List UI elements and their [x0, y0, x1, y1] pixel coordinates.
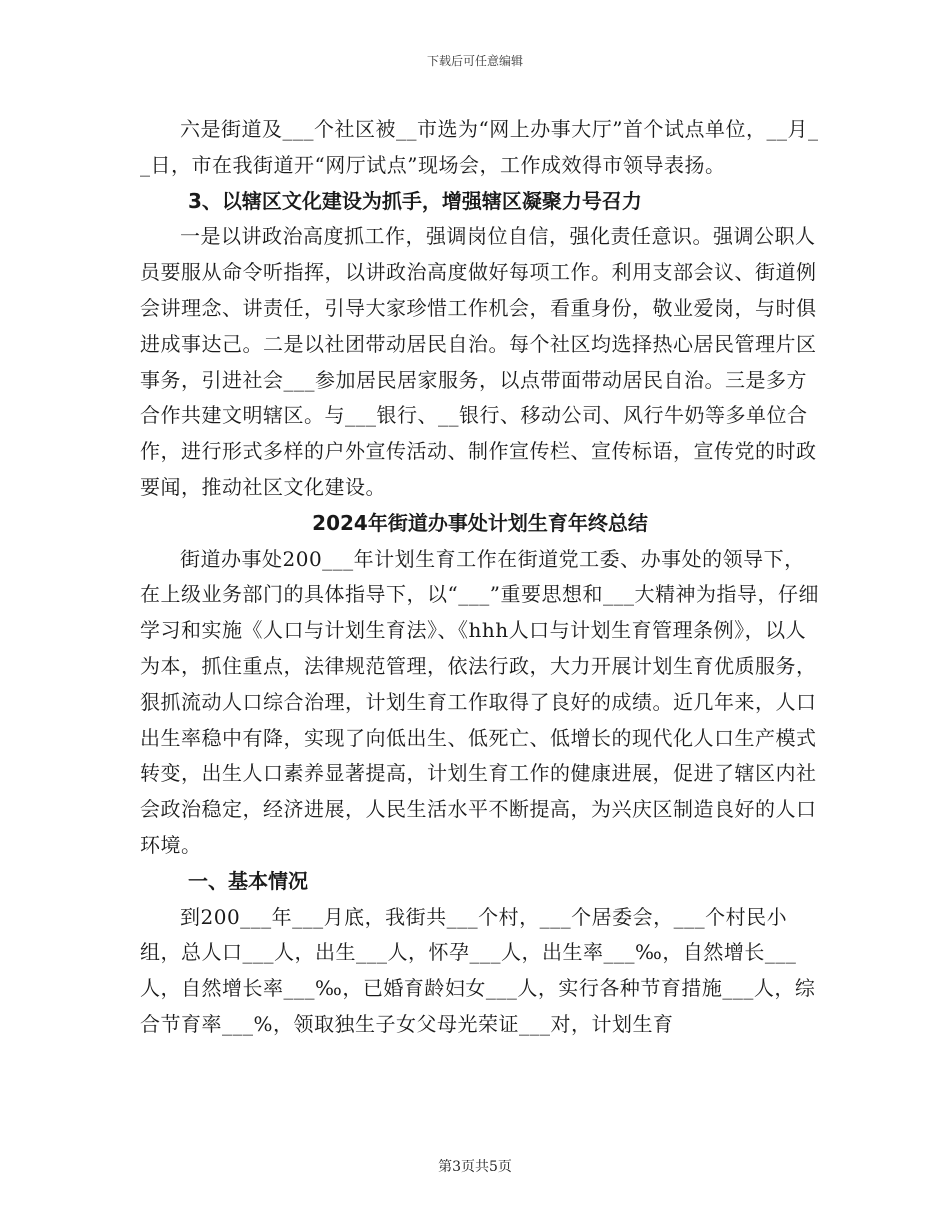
paragraph-summary-intro: 街道办事处200___年计划生育工作在街道党工委、办事处的领导下，在上级业务部门的具体指导下，以“___”重要思想和___大精神为指导，仔细学习和实施《人口与计划生育法》、《hhh人口与计划生育管理条例》，以人为本，抓住重点，法律规范管理，依法行政，大力开展计划生育优质服务，狠抓流动人口综合治理，计划生育工作取得了良好的成绩。近几年来，人口出生率稳中有降，实现了向低出生、低死亡、低增长的现代化人口生产模式转变，出生人口素养显著提高，计划生育工作的健康进展，促进了辖区内社会政治稳定，经济进展，人民生活水平不断提高，为兴庆区制造良好的人口环境。	[140, 546, 819, 857]
section-heading-culture: 3、以辖区文化建设为抓手，增强辖区凝聚力号召力	[188, 188, 642, 213]
paragraph-culture-building: 一是以讲政治高度抓工作，强调岗位自信，强化责任意识。强调公职人员要服从命令听指挥，以讲政治高度做好每项工作。利用支部会议、街道例会讲理念、讲责任，引导大家珍惜工作机会，看重身份，敬业爱岗，与时俱进成事达己。二是以社团带动居民自治。每个社区均选择热心居民管理片区事务，引进社会___参加居民居家服务，以点带面带动居民自治。三是多方合作共建文明辖区。与___银行、__银行、移动公司、风行牛奶等多单位合作，进行形式多样的户外宣传活动、制作宣传栏、宣传标语，宣传党的时政要闻，推动社区文化建设。	[140, 224, 817, 499]
document-body	[140, 112, 820, 1043]
section-heading-basic-situation: 一、基本情况	[188, 868, 308, 893]
page-header-note: 下载后可任意编辑	[426, 54, 523, 68]
page-number: 第3页共5页	[438, 1159, 512, 1175]
paragraph-pilot-unit: 六是街道及___个社区被__市选为“网上办事大厅”首个试点单位，__月__日，市在我街道开“网厅试点”现场会，工作成效得市领导表扬。	[140, 117, 819, 177]
paragraph-basic-statistics: 到200___年___月底，我街共___个村，___个居委会，___个村民小组，总人口___人，出生___人，怀孕___人，出生率___‰，自然增长___人，自然增长率___‰，已婚育龄妇女___人，实行各种节育措施___人，综合节育率___%，领取独生子女父母光荣证___对，计划生育	[140, 904, 816, 1036]
document-title: 2024年街道办事处计划生育年终总结	[312, 510, 648, 535]
